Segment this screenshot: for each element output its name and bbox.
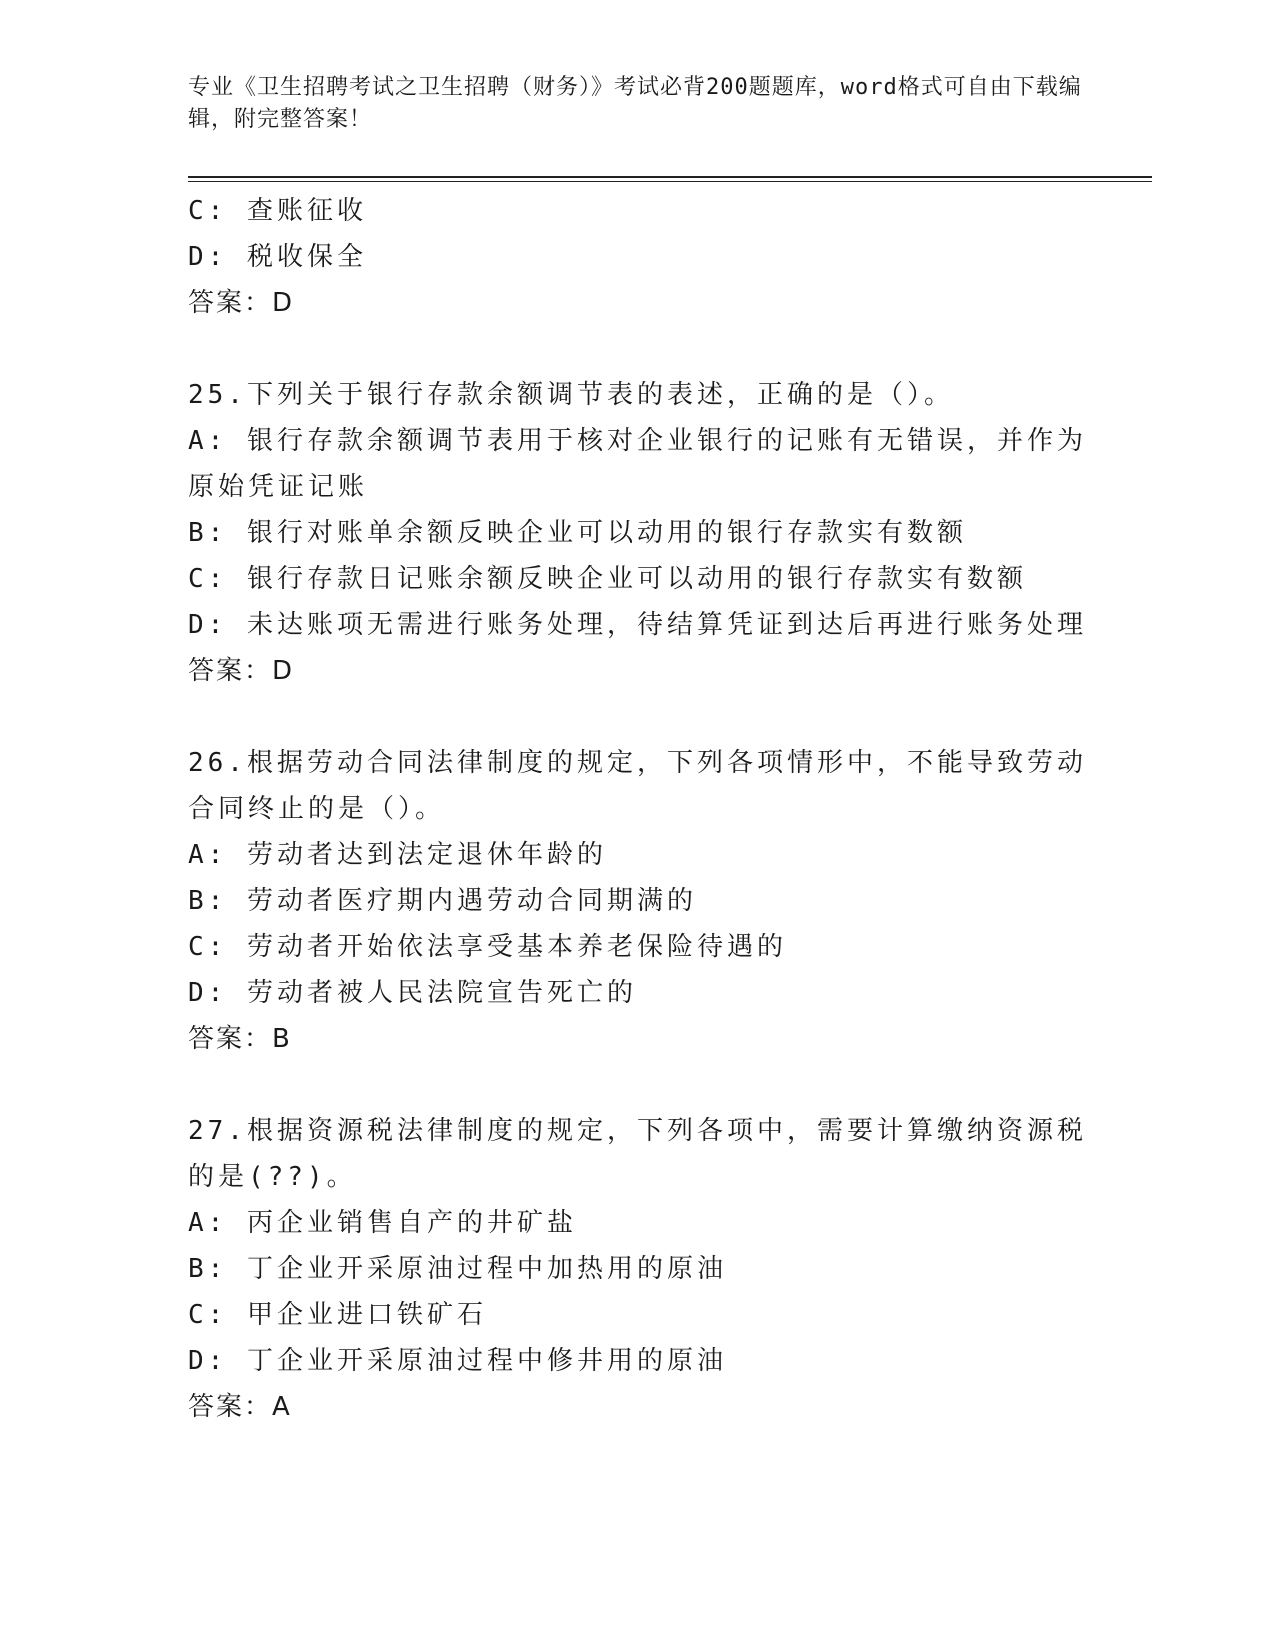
option-c xyxy=(188,924,1088,970)
question-stem-text: 根据资源税法律制度的规定，下列各项中，需要计算缴纳资源税的是(??)。 xyxy=(188,1116,1087,1192)
option-text: 银行对账单余额反映企业可以动用的银行存款实有数额 xyxy=(246,518,967,548)
option-d xyxy=(188,602,1088,648)
document-header: 专业《卫生招聘考试之卫生招聘（财务）》考试必背200题题库，word格式可自由下载编辑，附完整答案！ xyxy=(188,75,1082,132)
option-key: B: xyxy=(188,1254,228,1284)
option-key: C: xyxy=(188,932,228,962)
option-key: A: xyxy=(188,840,228,870)
option-b xyxy=(188,510,1088,556)
spacer xyxy=(188,694,1088,740)
option-d xyxy=(188,234,1088,280)
question-26 xyxy=(188,740,1088,1062)
answer-line: 答案：D xyxy=(188,288,295,318)
option-text: 丁企业开采原油过程中加热用的原油 xyxy=(246,1254,727,1284)
question-number: 25. xyxy=(188,380,247,410)
answer-line: 答案：B xyxy=(188,1024,292,1054)
option-text: 劳动者达到法定退休年龄的 xyxy=(246,840,607,870)
option-c xyxy=(188,556,1088,602)
option-d xyxy=(188,970,1088,1016)
option-text: 甲企业进口铁矿石 xyxy=(246,1300,487,1330)
option-text: 丁企业开采原油过程中修井用的原油 xyxy=(246,1346,727,1376)
option-text: 劳动者被人民法院宣告死亡的 xyxy=(246,978,637,1008)
option-d xyxy=(188,1338,1088,1384)
question-27 xyxy=(188,1108,1088,1430)
question-list xyxy=(188,188,1088,1430)
option-key: D: xyxy=(188,610,228,640)
spacer xyxy=(188,1062,1088,1108)
option-key: D: xyxy=(188,978,228,1008)
option-key: A: xyxy=(188,426,228,456)
question-number: 27. xyxy=(188,1116,247,1146)
header-rule-thin xyxy=(188,181,1152,182)
option-text: 查账征收 xyxy=(246,196,367,226)
option-key: C: xyxy=(188,196,228,226)
option-b xyxy=(188,1246,1088,1292)
option-a xyxy=(188,1200,1088,1246)
answer-line: 答案：D xyxy=(188,656,295,686)
option-text: 劳动者开始依法享受基本养老保险待遇的 xyxy=(246,932,787,962)
option-text: 税收保全 xyxy=(246,242,367,272)
question-25 xyxy=(188,372,1088,694)
option-text: 劳动者医疗期内遇劳动合同期满的 xyxy=(246,886,697,916)
question-number: 26. xyxy=(188,748,247,778)
question-stem-text: 下列关于银行存款余额调节表的表述，正确的是（）。 xyxy=(246,380,954,410)
option-a xyxy=(188,832,1088,878)
answer-line: 答案：A xyxy=(188,1392,292,1422)
option-a xyxy=(188,418,1088,510)
question-stem-text: 根据劳动合同法律制度的规定，下列各项情形中，不能导致劳动合同终止的是（）。 xyxy=(188,748,1087,824)
option-text: 未达账项无需进行账务处理，待结算凭证到达后再进行账务处理 xyxy=(246,610,1087,640)
question-stem xyxy=(188,1108,1088,1200)
option-c xyxy=(188,188,1088,234)
spacer xyxy=(188,326,1088,372)
option-key: B: xyxy=(188,518,228,548)
header-rule-thick xyxy=(188,176,1152,178)
question-continuation xyxy=(188,188,1088,326)
option-key: D: xyxy=(188,242,228,272)
option-key: C: xyxy=(188,1300,228,1330)
option-text: 银行存款日记账余额反映企业可以动用的银行存款实有数额 xyxy=(246,564,1027,594)
question-stem xyxy=(188,372,1088,418)
option-c xyxy=(188,1292,1088,1338)
option-key: D: xyxy=(188,1346,228,1376)
option-b xyxy=(188,878,1088,924)
question-stem xyxy=(188,740,1088,832)
option-key: C: xyxy=(188,564,228,594)
option-text: 丙企业销售自产的井矿盐 xyxy=(246,1208,577,1238)
option-text: 银行存款余额调节表用于核对企业银行的记账有无错误，并作为原始凭证记账 xyxy=(188,426,1087,502)
option-key: A: xyxy=(188,1208,228,1238)
option-key: B: xyxy=(188,886,228,916)
